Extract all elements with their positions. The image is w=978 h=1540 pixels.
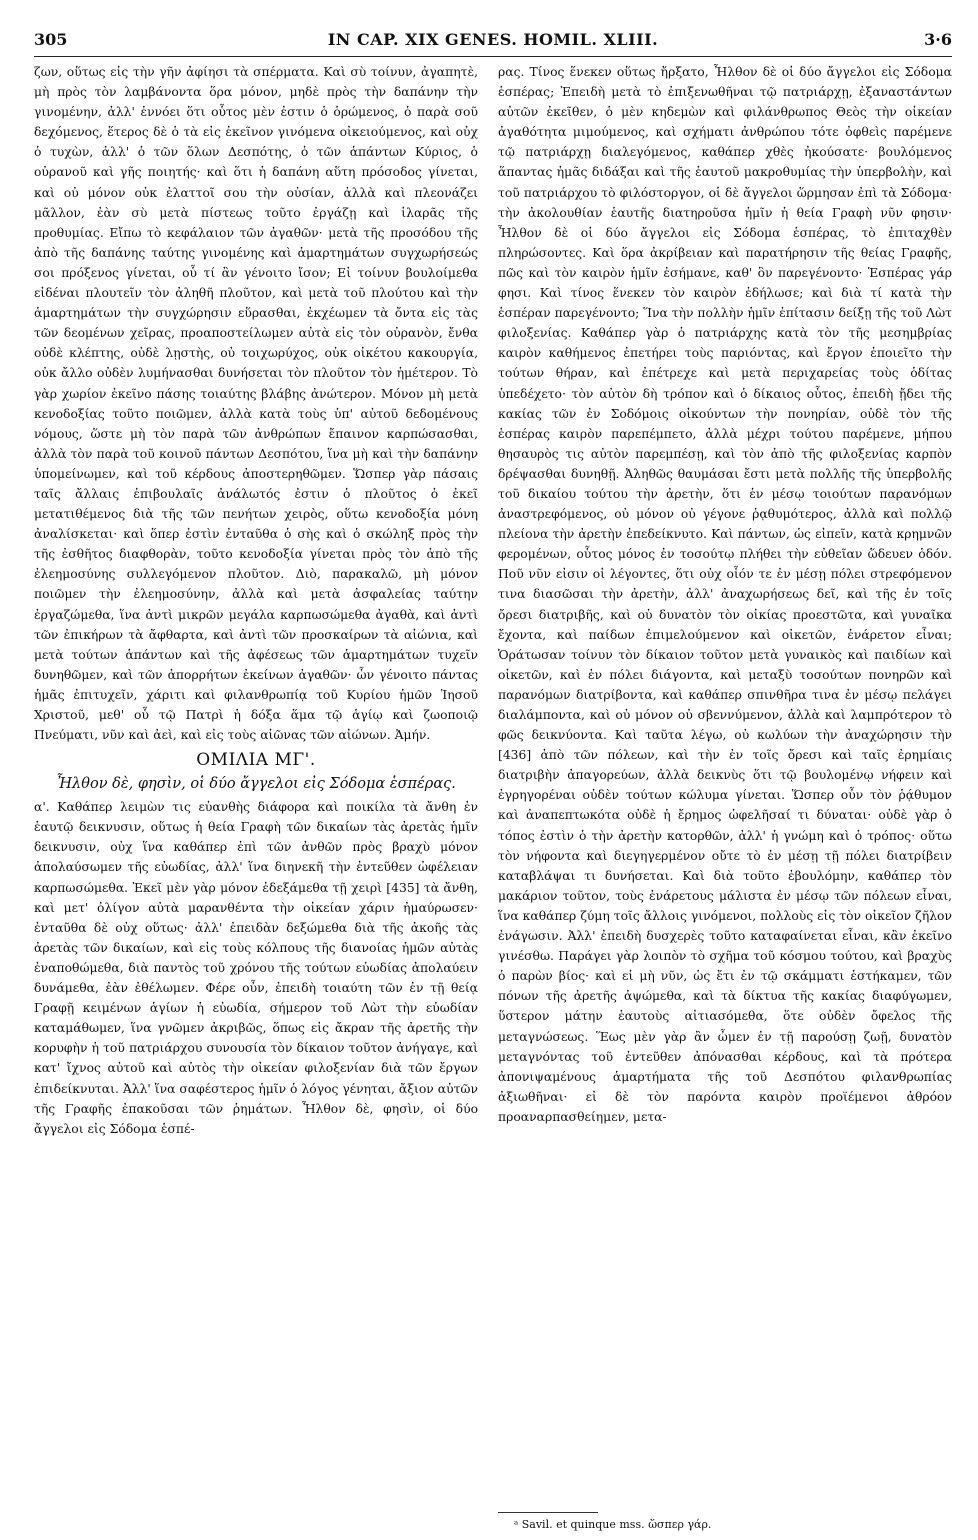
body-paragraph: ζων, οὕτως εἰς τὴν γῆν ἀφίησι τὰ σπέρματα. Καὶ σὺ τοίνυν, ἀγαπητὲ, μὴ πρὸς τὸν λαμβάνοντα ὅρα μόνον, μηδὲ πρὸς τὴν δαπάνην τὴν γινομένην, ἀλλ' ἐννόει ὅτι οὗτος μὲν ἐστιν ὁ ὁρώμενος, ὁ παρὰ σοῦ δεχόμενος, ἕτερος δὲ ὁ τὰ εἰς ἐκεῖνον γινόμενα οἰκειούμενος, καὶ οὐχ ὁ τυχὼν, ἀλλ' ὁ τῶν ὅλων Δεσπότης, ὁ τῶν ἁπάντων Κύριος, ὁ οὐρανοῦ καὶ γῆς ποιητής· καὶ ὅτι ἡ δαπάνη αὕτη πρόσοδος γίνεται, καὶ οὐ μόνον οὐκ ἐλαττοῖ σου τὴν οὐσίαν, ἀλλὰ καὶ πλεονάζει μᾶλλον, ἐὰν σὺ μετὰ πίστεως τοῦτο ἐργάζῃ καὶ ἱλαρᾶς τῆς προθυμίας. Εἴπω τὸ κεφάλαιον τῶν ἀγαθῶν· μετὰ τῆς προσόδου τῆς ἀπὸ τῆς δαπάνης ταύτης γινομένης καὶ ἁμαρτημάτων συγχωρήσεώς σοι πρόξενος γίνεται, οὗ τί ἂν γένοιτο ἴσον; Εἰ τοίνυν βουλοίμεθα εἰδέναι πλουτεῖν τὸν ἀληθῆ πλοῦτον, καὶ μετὰ τοῦ πλούτου καὶ τὴν ἁμαρτημάτων τὴν συγχώρησιν εὕρασθαι, ἐκχέωμεν τὰ ὄντα εἰς τὰς τῶν δεομένων χεῖρας, προαποστείλωμεν αὐτὰ εἰς τὸν οὐρανὸν, ἔνθα οὐδὲ κλέπτης, οὐδὲ λῃστὴς, οὐ τοιχωρύχος, οὐκ οἰκέτου κακουργία, οὐκ ἄλλο οὐδὲν λυμήνασθαι δυνήσεται τὸν πλοῦτον τὸν ἡμέτερον. Τὸ γὰρ χωρίον ἐκεῖνο πάσης τοιαύτης βλάβης ἀνώτερον. Μόνον μὴ μετὰ κενοδοξίας τοῦτο ποιῶμεν, ἀλλὰ κατὰ τοὺς ὑπ' αὐτοῦ δεδομένους νόμους, ὥστε μὴ τὸν παρὰ τῶν ἀνθρώπων ἔπαινον καρπώσασθαι, ἀλλὰ τὸν παρὰ τοῦ κοινοῦ πάντων Δεσπότου, ἵνα μὴ καὶ τὴν δαπάνην ὑπομείνωμεν, καὶ τοῦ κέρδους ἀποστερηθῶμεν. Ὥσπερ γὰρ πάσαις ταῖς ἄλλαις ἐπιβουλαῖς ἀνάλωτός ἐστιν ὁ πλοῦτος ὁ ἐκεῖ μετατιθέμενος διὰ τῆς τῶν πενήτων χειρὸς, οὕτω κενοδοξία μόνη ἀναλίσκεται· καὶ ὅπερ ἐστὶν ἐνταῦθα ὁ σὴς καὶ ὁ σκώληξ πρὸς τὴν τῆς ἐσθῆτος διαφθορὰν, τοῦτο κενοδοξία γίνεται πρὸς τὸν ἀπὸ τῆς ἐλεημοσύνης συλλεγόμενον πλοῦτον. Διὸ, παρακαλῶ, μὴ μόνον ποιῶμεν τὴν ἐλεημοσύνην, ἀλλὰ καὶ μετὰ ἀσφαλείας ταύτην ἐργαζώμεθα, ἵνα ἀντὶ μικρῶν μεγάλα καρπωσώμεθα ἀγαθὰ, καὶ ἀντὶ τῶν ἐπικήρων τὰ ἄφθαρτα, καὶ ἀντὶ τῶν προσκαίρων τὰ αἰώνια, καὶ μετὰ τούτων ἁπάντων καὶ τῆς ἀφέσεως τῶν ἁμαρτημάτων τυχεῖν δυνηθῶμεν, καὶ τῶν ἀπορρήτων ἐκείνων ἀγαθῶν· ὧν γένοιτο πάντας ἡμᾶς ἐπιτυχεῖν, χάριτι καὶ φιλανθρωπίᾳ τοῦ Κυρίου ἡμῶν Ἰησοῦ Χριστοῦ, μεθ' οὗ τῷ Πατρὶ ἡ δόξα ἅμα τῷ ἁγίῳ καὶ ζωοποιῷ Πνεύματι, νῦν καὶ ἀεὶ, καὶ εἰς τοὺς αἰῶνας τῶν αἰώνων. Ἀμήν.: [34, 65, 478, 743]
left-column: [34, 62, 478, 1139]
running-title: IN CAP. XIX GENES. HOMIL. XLIII.: [327, 30, 659, 49]
page-number-right: 3·6: [924, 30, 952, 49]
homily-lemma: Ἦλθον δὲ, φησὶν, οἱ δύο ἄγγελοι εἰς Σόδομα ἑσπέρας.: [56, 776, 456, 793]
footnote: ᵃ Savil. et quinque mss. ὥσπερ γάρ.: [514, 1518, 712, 1531]
header-rule: [34, 56, 952, 57]
homily-heading: ΟΜΙΛΙΑ ΜΓ'.: [196, 750, 316, 771]
footnote-rule: [498, 1512, 598, 1513]
body-paragraph: ρας. Τίνος ἕνεκεν οὕτως ἤρξατο, Ἦλθον δὲ οἱ δύο ἄγγελοι εἰς Σόδομα ἑσπέρας; Ἐπειδὴ μετὰ τὸ ἐπιξενωθῆναι τῷ πατριάρχῃ, ἐξαναστάντων αὐτῶν ἐκεῖθεν, ὁ μὲν κηδεμὼν καὶ φιλάνθρωπος Θεὸς τὴν οἰκείαν ἀγαθότητα μιμούμενος, καὶ σχήματι ἀνθρώπου τότε ὀφθεὶς παρέμενε τῷ πατριάρχῃ διαλεγόμενος, καθάπερ χθὲς ἠκούσατε· βουλόμενος ἅπαντας ἡμᾶς διδάξαι καὶ τῆς ἑαυτοῦ μακροθυμίας τὴν ὑπερβολὴν, καὶ τοῦ πατριάρχου τὸ φιλόστοργον, οἱ δὲ ἄγγελοι ὥρμησαν ἐπὶ τὰ Σόδομα· τὴν ἀκολουθίαν ἑαυτῆς διατηροῦσα ἡμῖν ἡ θεία Γραφὴ νῦν φησιν· Ἦλθον δὲ οἱ δύο ἄγγελοι εἰς Σόδομα ἑσπέρας, τὸ ἐπιταχθὲν πληρώσοντες. Καὶ ὅρα ἀκρίβειαν καὶ παρατήρησιν τῆς θείας Γραφῆς, πῶς καὶ τὸν καιρὸν ἡμῖν ἐσήμανε, καθ' ὃν παρεγένοντο· Ἑσπέρας γάρ φησι. Καὶ τίνος ἕνεκεν τὸν καιρὸν ἐδήλωσε; καὶ διὰ τί κατὰ τὴν ἑσπέραν παρεγένοντο; Ἵνα τὴν πολλὴν ἡμῖν ἐπίτασιν δείξῃ τῆς τοῦ Λὼτ φιλοξενίας. Καθάπερ γὰρ ὁ πατριάρχης κατὰ τὸν τῆς μεσημβρίας καιρὸν καθήμενος ἐπετήρει τοὺς παριόντας, καὶ ἔργον ἐποιεῖτο τὴν τούτων θήραν, καὶ ἐπέτρεχε καὶ μετὰ περιχαρείας τοὺς ὁδίτας ὑπεδέχετο· τὸν αὐτὸν δὴ τρόπον καὶ ὁ δίκαιος οὗτος, ἐπειδὴ ᾔδει τῆς κακίας τῶν ἐν Σοδόμοις οἰκούντων τὴν πονηρίαν, οὐδὲ τὸν τῆς ἑσπέρας καιρὸν παρεπέμπετο, ἀλλὰ μέχρι τούτου παρέμενε, μήπου θησαυρὸς τις αὐτὸν παρεμπέσῃ, καὶ τὸν ἀπὸ τῆς φιλοξενίας καρπὸν δρέψασθαι δυνηθῇ. Ἀληθῶς θαυμάσαι ἔστι μετὰ πολλῆς τῆς ὑπερβολῆς τοῦ δικαίου τούτου τὴν ἀρετὴν, ὅτι ἐν μέσῳ τοιούτων παρανόμων ἀναστρεφόμενος, οὐ μόνον οὐ γέγονε ῥᾳθυμότερος, ἀλλὰ καὶ πολλῷ πλείονα τὴν ἀρετὴν ἐπεδείκνυτο. Καὶ πάντων, ὡς εἰπεῖν, κατὰ κρημνῶν φερομένων, οὗτος μόνος ἐν τοσούτῳ πλήθει τὴν εὐθεῖαν ὥδευεν ὁδόν. Ποῦ νῦν εἰσιν οἱ λέγοντες, ὅτι οὐχ οἷόν τε ἐν μέσῃ πόλει στρεφόμενον τινα διασῶσαι τὴν ἀρετὴν, ἀλλ' ἀναχωρήσεως δεῖ, καὶ τῆς ἐν τοῖς ὄρεσι διατριβῆς, καὶ οὐ δυνατὸν τὸν οἰκίας προεστῶτα, καὶ γυναῖκα ἔχοντα, καὶ παίδων ἐπιμελούμενον καὶ οἰκετῶν, ἐνάρετον εἶναι; Ὁράτωσαν τοίνυν τὸν δίκαιον τοῦτον μετὰ γυναικὸς καὶ παιδίων καὶ οἰκετῶν, καὶ ἐν πόλει διάγοντα, καὶ μεταξὺ τοσούτων πονηρῶν καὶ παρανόμων διατρίβοντα, καὶ καθάπερ σπινθῆρα τινα ἐν μέσῳ πελάγει διαλάμποντα, καὶ οὐ μόνον οὐ σβεννύμενον, ἀλλὰ καὶ λαμπρότερον τὸ φῶς δεικνύοντα. Καὶ ταῦτα λέγω, οὐ κωλύων τὴν ἀναχώρησιν τὴν [436] ἀπὸ τῶν πόλεων, καὶ τὴν ἐν τοῖς ὄρεσι καὶ ταῖς ἐρημίαις διατριβὴν ἀπαγορεύων, ἀλλὰ δεικνὺς ὅτι τῷ βουλομένῳ νήφειν καὶ ἐγρηγορέναι οὐδὲν τούτων κώλυμα γίνεται. Ὥσπερ οὖν τὸν ῥᾴθυμον καὶ ἀναπεπτωκότα οὐδὲ ἡ ἔρημος ὠφελῆσαί τι δύναται· οὐδὲ γὰρ ὁ τόπος ἐστὶν ὁ τὴν ἀρετὴν κατορθῶν, ἀλλ' ἡ γνώμη καὶ ὁ τρόπος· οὕτω τὸν νήφοντα καὶ διεγηγερμένον οὔτε τὸ ἐν μέσῃ τῇ πόλει διατρίβειν καταβλάψαι τι δυνήσεται. Καὶ διὰ τοῦτο ἐβουλόμην, καθάπερ τὸν μακάριον τοῦτον, τοὺς ἐνάρετους μάλιστα ἐν μέσῳ τῶν πόλεων εἶναι, ἵνα καθάπερ ζύμη τοῖς ἄλλοις γινόμενοι, πολλοὺς εἰς τὸν οἰκεῖον ζῆλον ἐνάγωσιν. Ἀλλ' ἐπειδὴ δυσχερὲς τοῦτο καταφαίνεται εἶναι, κἂν ἐκεῖνο γινέσθω. Παράγει γὰρ λοιπὸν τὸ σχῆμα τοῦ κόσμου τούτου, καὶ βραχὺς ὁ παρὼν βίος· καὶ εἰ μὴ νῦν, ὡς ἔτι ἐν τῷ σκάμματι ἑστήκαμεν, τῶν πόνων τῆς ἀρετῆς ἀψώμεθα, καὶ τὰ δίκτυα τῆς κακίας διαφύγωμεν, ὕστερον μάτην ἑαυτοὺς αἰτιασόμεθα, ὅτε οὐδὲν ὄφελος τῆς μεταγνώσεως. Ἕως μὲν γὰρ ἂν ὦμεν ἐν τῇ παρούσῃ ζωῇ, δυνατὸν μεταγνόντας τοῦ ἐντεῦθεν ἀπόνασθαι κέρδους, καὶ τὰ πρότερα ἀπονιψαμένους ἁμαρτήματα τῆς τοῦ Δεσπότου φιλανθρωπίας ἀξιωθῆναι· εἰ δὲ τὸν παρόντα καιρὸν προϊέμενοι ἀθρόον προαναρπασθείημεν, μετα-: [498, 65, 952, 1124]
body-paragraph: α'. Καθάπερ λειμὼν τις εὐανθὴς διάφορα καὶ ποικίλα τὰ ἄνθη ἐν ἑαυτῷ δεικνυσιν, οὕτως ἡ θεία Γραφὴ τῶν δικαίων τὰς ἀρετὰς ἡμῖν δεικνυσιν, οὐχ ἵνα καθάπερ ἐπὶ τῶν ἀνθῶν πρὸς βραχὺ μόνον ἀπολαύσωμεν τῆς εὐωδίας, ἀλλ' ἵνα διηνεκῆ τὴν ἐντεῦθεν ὠφέλειαν καρπωσώμεθα. Ἐκεῖ μὲν γὰρ μόνον ἐδεξάμεθα τῇ χειρὶ [435] τὰ ἄνθη, καὶ μετ' ὀλίγον αὐτὰ μαρανθέντα τὴν οἰκείαν χάριν ἠμαύρωσεν· ἐνταῦθα δὲ οὐχ οὕτως· ἀλλ' ἐπειδὰν δεξώμεθα διὰ τῆς ἀκοῆς τὰς ἀρετὰς τῶν δικαίων, καὶ εἰς τοὺς κόλπους τῆς διανοίας ἡμῶν αὐτὰς ἐναποθώμεθα, διὰ παντὸς τοῦ χρόνου τῆς τούτων εὐωδίας ἀπολαύειν δυνάμεθα, ἐὰν ἐθέλωμεν. Φέρε οὖν, ἐπειδὴ τοιαύτη τῶν ἐν τῇ θείᾳ Γραφῇ κειμένων ἁγίων ἡ εὐωδία, σήμερον τοῦ Λὼτ τὴν εὐωδίαν καταμάθωμεν, ἵνα γνῶμεν ἀκριβῶς, ὅπως εἰς ἄκραν τῆς ἀρετῆς τὴν κορυφὴν ἡ τοῦ πατριάρχου συνουσία τὸν δίκαιον τοῦτον ἀνήγαγε, καὶ κατ' ἴχνος αὐτοῦ καὶ αὐτὸς τὴν οἰκείαν φιλοξενίαν διὰ τῶν ἔργων ἐπιδείκνυται. Ἀλλ' ἵνα σαφέστερος ἡμῖν ὁ λόγος γένηται, ἄξιον αὐτῶν τῆς Γραφῆς ἐπακοῦσαι τῶν ῥημάτων. Ἦλθον δὲ, φησὶν, οἱ δύο ἄγγελοι εἰς Σόδομα ἑσπέ-: [34, 800, 478, 1136]
right-column: [498, 62, 952, 1127]
page-number-left: 305: [34, 30, 68, 49]
page-header: [34, 30, 952, 56]
